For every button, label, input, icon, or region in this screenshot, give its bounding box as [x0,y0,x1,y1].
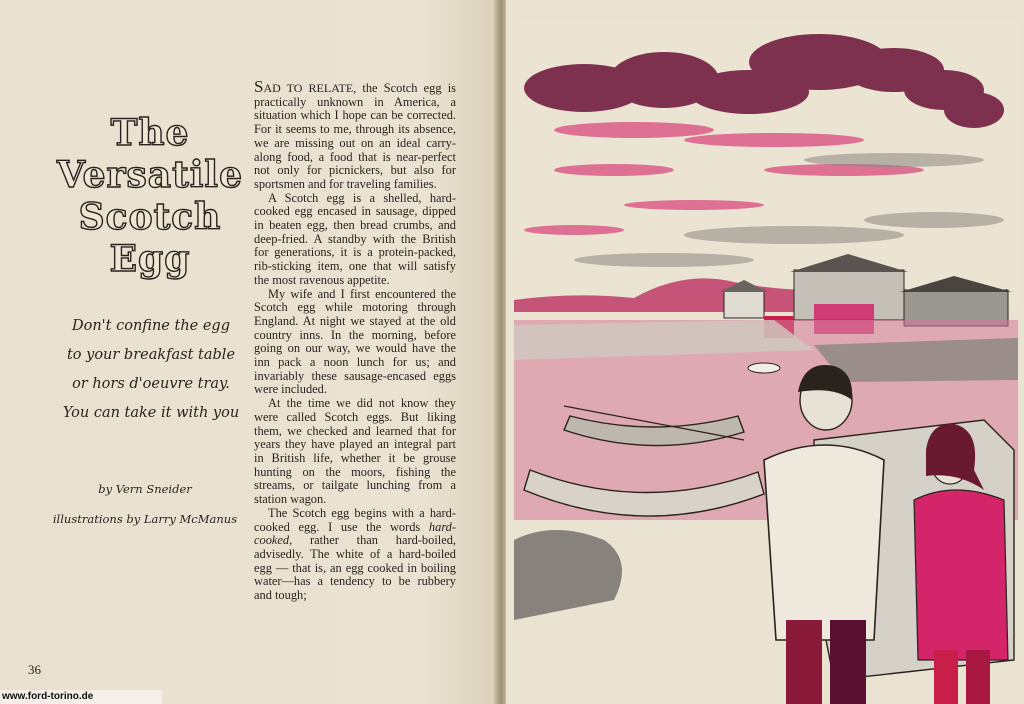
article-paragraph: A Scotch egg is a shelled, hard-cooked egg encased in sausage, dipped in beaten egg, then bread crumbs, and deep-fried. A standby with the British for generations, it is a protein-packed, rib-sticking item, one that will satisfy the most ravenous appetite. [254,190,456,287]
title-line: Egg [109,238,191,280]
left-page [0,0,500,704]
article-body [254,77,456,603]
site-watermark: www.ford-torino.de [0,690,162,704]
title-line: Versatile [57,154,243,196]
lead-in-smallcaps: AD TO RELATE, [263,81,357,95]
article-paragraph [254,507,456,603]
title-line: The [110,112,190,154]
paragraph-text: rather than hard-boiled, advisedly. The white of a hard-boiled egg — that is, an egg cooked in boiling water—has a tendency to be rubbery and tough; [254,533,456,603]
article-paragraph [254,77,456,192]
page-number: 36 [28,662,41,677]
paragraph-text: The Scotch egg begins with a hard-cooked egg. I use the words [254,505,456,534]
shore-rocks [514,530,622,620]
title-line: Scotch [78,196,222,238]
article-paragraph: My wife and I first encountered the Scotch egg while motoring through England. At night we stayed at the old country inns. In the morning, before going on our way, we would have the inn pack a noon lunch for us; and invariably these sausage-encased eggs were included. [254,286,456,397]
article-title [40,112,260,280]
article-subtitle [44,312,258,428]
illustrator-credit: illustrations by Larry McManus [52,512,238,526]
emphasis-text: hard-cooked, [254,519,456,548]
paragraph-text: the Scotch egg is practically unknown in America, a situation which I hope can be corrected. For it seems to me, through its absence, we are missing out on an ideal carry-along food, a food that is near-perfect not only for picnickers, but also for sportsmen and for traveling families. [254,81,456,191]
drop-cap: S [254,77,264,96]
harbor-illustration [514,20,1018,704]
subtitle-line: Don't confine the egg [71,318,230,334]
subtitle-line: to your breakfast table [66,347,236,363]
small-boat [748,363,780,373]
subtitle-line: or hors d'oeuvre tray. [72,376,230,392]
article-paragraph: At the time we did not know they were called Scotch eggs. But liking them, we checked and learned that for years they have played an integral part in British life, whether it be grouse hunting on the moors, fishing the streams, or tailgate lunching from a station wagon. [254,396,456,507]
author-byline: by Vern Sneider [98,482,192,496]
subtitle-line: You can take it with you [62,405,240,421]
